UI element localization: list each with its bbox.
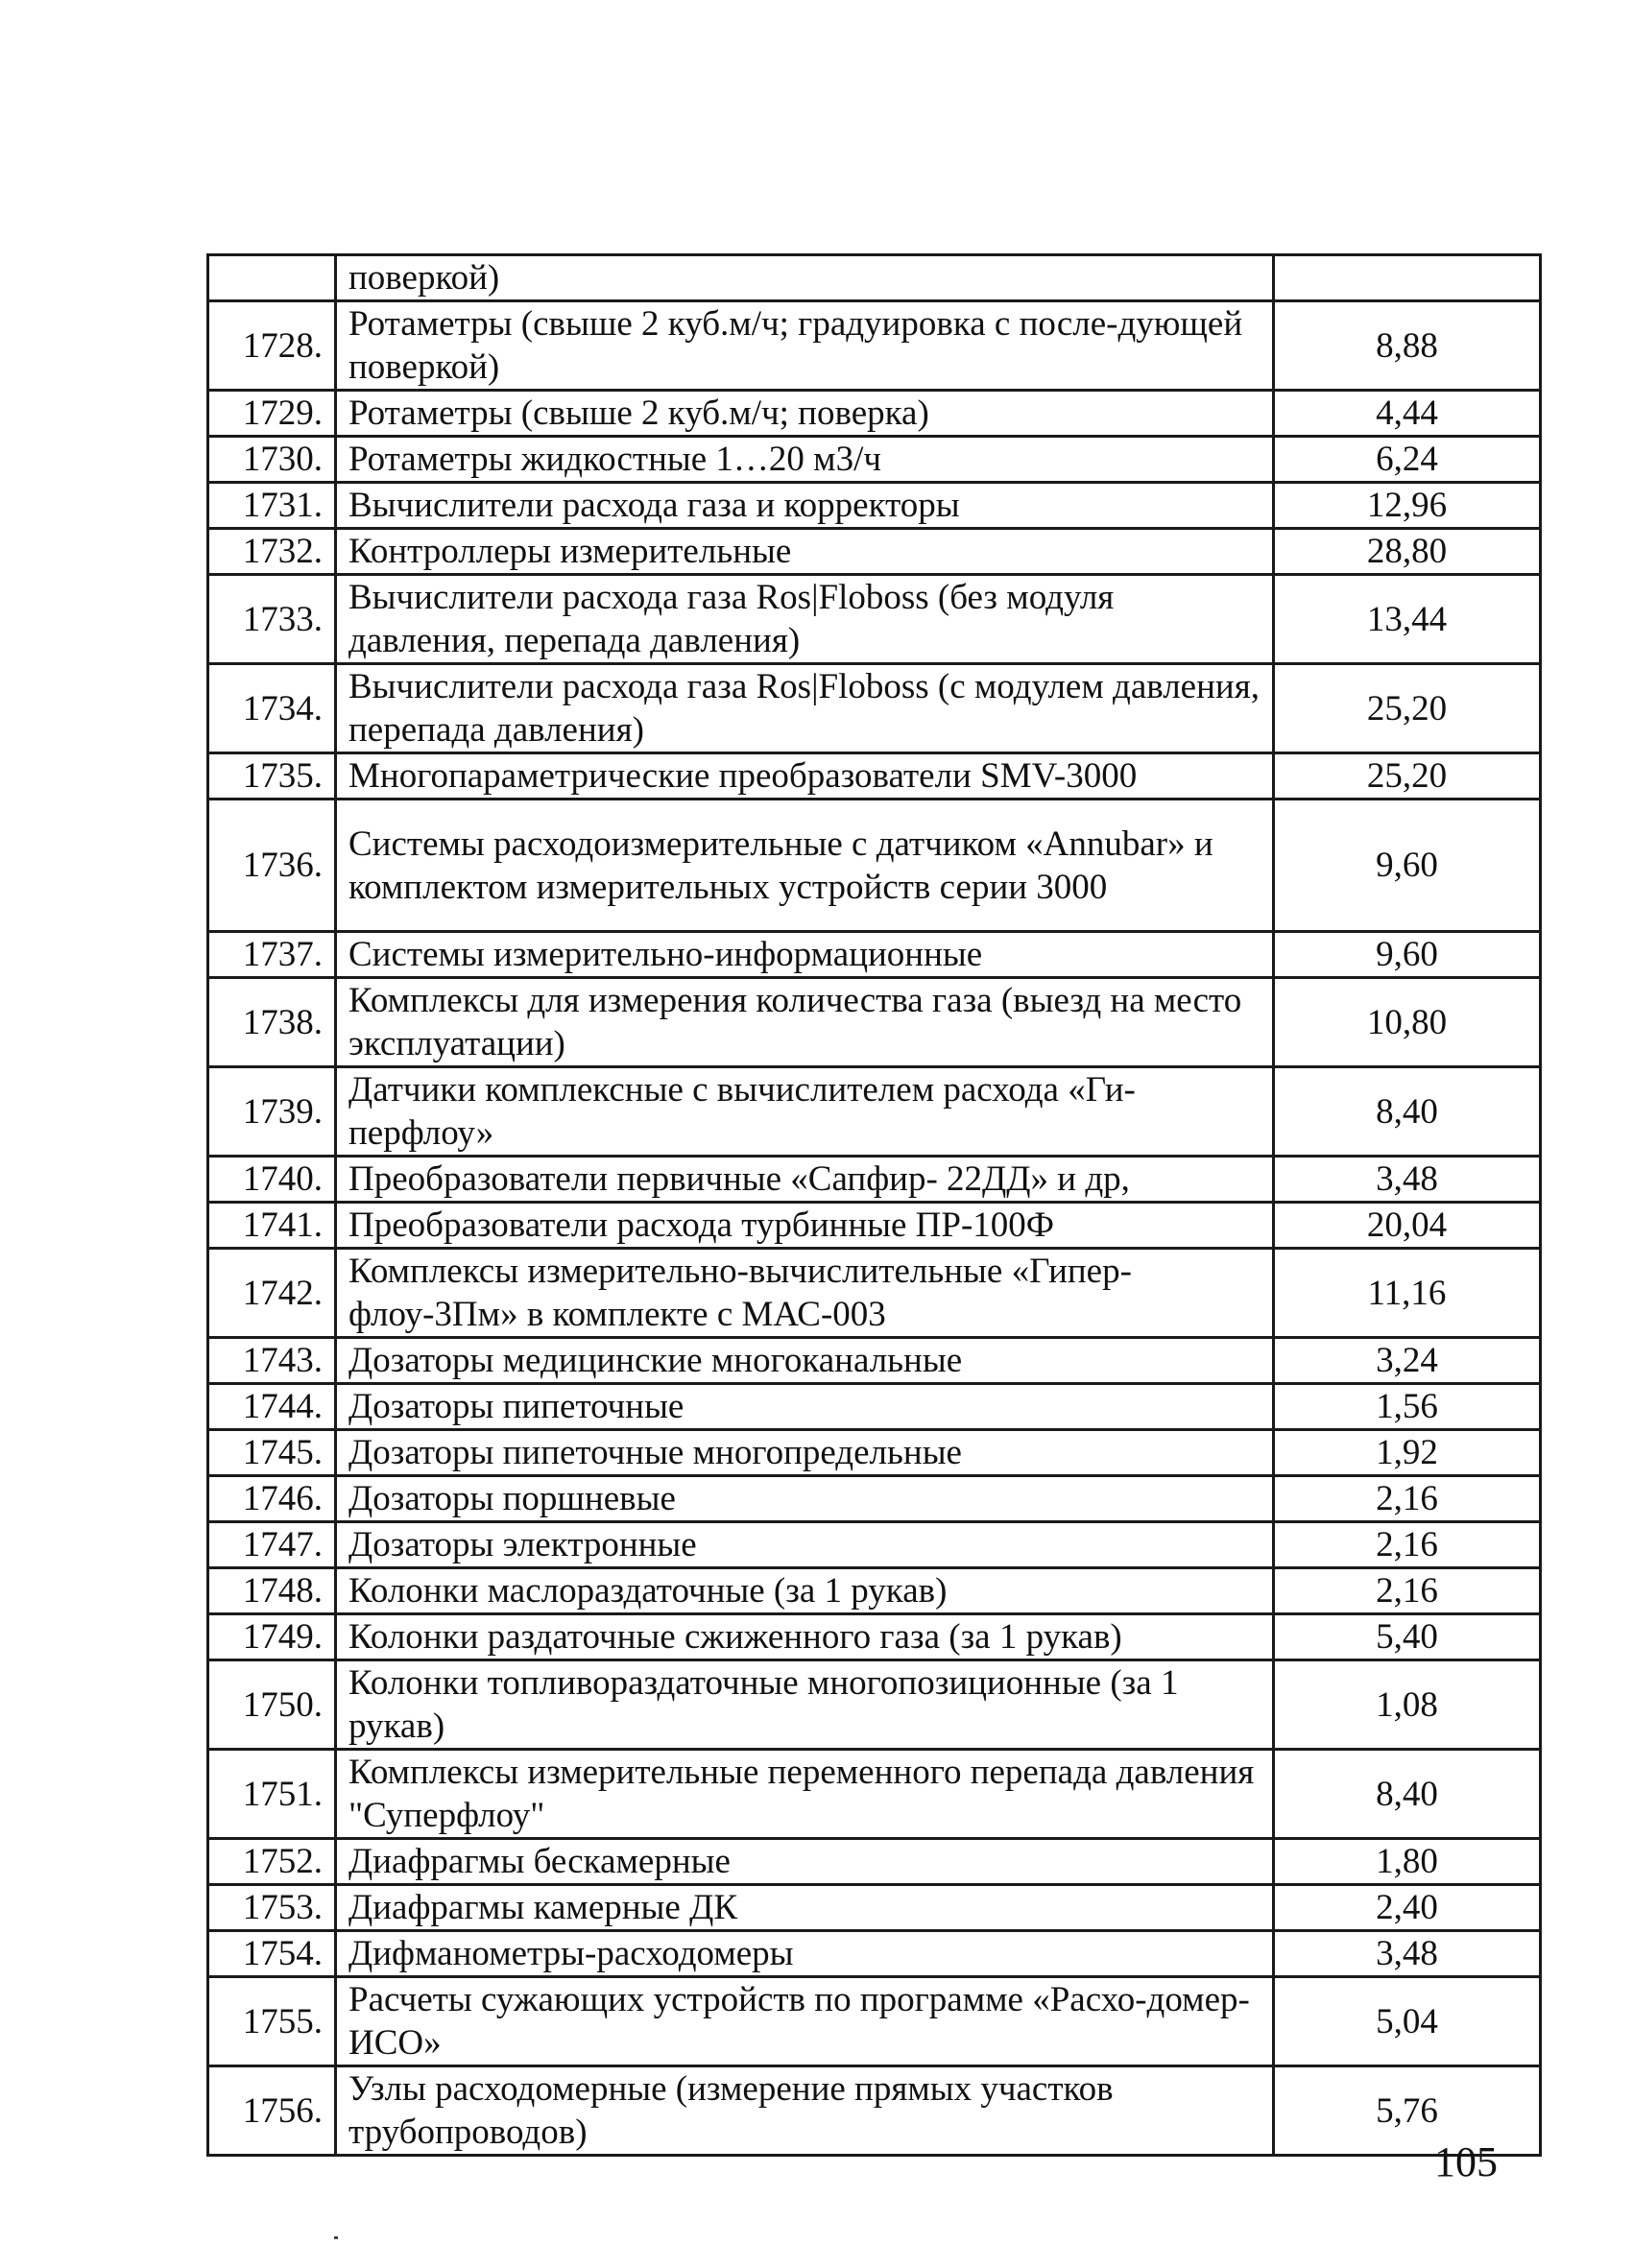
- item-name: Ротаметры (свыше 2 куб.м/ч; поверка): [336, 391, 1274, 437]
- item-value: 25,20: [1274, 753, 1541, 800]
- row-number: [208, 255, 336, 301]
- row-number: 1745.: [208, 1430, 336, 1476]
- table-row: [208, 2066, 1541, 2156]
- item-name: Ротаметры жидкостные 1…20 м3/ч: [336, 437, 1274, 483]
- item-name: Датчики комплексные с вычислителем расхода «Ги-перфлоу»: [336, 1067, 1274, 1157]
- row-number: 1754.: [208, 1931, 336, 1977]
- item-name: поверкой): [336, 255, 1274, 301]
- table-row: [208, 575, 1541, 664]
- item-value: 1,08: [1274, 1660, 1541, 1750]
- item-value: 8,40: [1274, 1750, 1541, 1839]
- item-value: 9,60: [1274, 932, 1541, 978]
- table-row: [208, 800, 1541, 932]
- item-value: 2,16: [1274, 1568, 1541, 1614]
- table-row: [208, 529, 1541, 575]
- row-number: 1736.: [208, 800, 336, 932]
- table-row: [208, 1067, 1541, 1157]
- item-name: Дифманометры-расходомеры: [336, 1931, 1274, 1977]
- item-value: 1,56: [1274, 1384, 1541, 1430]
- row-number: 1741.: [208, 1203, 336, 1249]
- page-number: 105: [1434, 2138, 1498, 2185]
- item-name: Вычислители расхода газа Ros|Floboss (без модуля давления, перепада давления): [336, 575, 1274, 664]
- table-row: [208, 1660, 1541, 1750]
- item-value: 3,48: [1274, 1157, 1541, 1203]
- item-value: 1,80: [1274, 1839, 1541, 1885]
- item-name: Контроллеры измерительные: [336, 529, 1274, 575]
- item-value: 2,16: [1274, 1476, 1541, 1522]
- item-value: 13,44: [1274, 575, 1541, 664]
- item-value: 3,24: [1274, 1338, 1541, 1384]
- row-number: 1751.: [208, 1750, 336, 1839]
- table-row: [208, 483, 1541, 529]
- item-name: Комплексы измерительно-вычислительные «Гипер-флоу-3Пм» в комплекте с МАС-003: [336, 1249, 1274, 1338]
- item-value: 8,40: [1274, 1067, 1541, 1157]
- table-row: [208, 1476, 1541, 1522]
- item-value: [1274, 255, 1541, 301]
- row-number: 1749.: [208, 1614, 336, 1660]
- item-value: 12,96: [1274, 483, 1541, 529]
- table-row: [208, 255, 1541, 301]
- row-number: 1731.: [208, 483, 336, 529]
- item-name: Колонки раздаточные сжиженного газа (за 1 рукав): [336, 1614, 1274, 1660]
- item-name: Ротаметры (свыше 2 куб.м/ч; градуировка с после-дующей поверкой): [336, 301, 1274, 391]
- row-number: 1729.: [208, 391, 336, 437]
- table-row: [208, 437, 1541, 483]
- row-number: 1732.: [208, 529, 336, 575]
- item-name: Колонки маслораздаточные (за 1 рукав): [336, 1568, 1274, 1614]
- item-value: 4,44: [1274, 391, 1541, 437]
- row-number: 1738.: [208, 978, 336, 1067]
- table-row: [208, 753, 1541, 800]
- row-number: 1755.: [208, 1977, 336, 2066]
- table-row: [208, 1931, 1541, 1977]
- item-value: 1,92: [1274, 1430, 1541, 1476]
- item-name: Дозаторы пипеточные многопредельные: [336, 1430, 1274, 1476]
- table-row: [208, 1977, 1541, 2066]
- item-name: Преобразователи расхода турбинные ПР-100Ф: [336, 1203, 1274, 1249]
- item-value: 28,80: [1274, 529, 1541, 575]
- row-number: 1733.: [208, 575, 336, 664]
- item-name: Системы измерительно-информационные: [336, 932, 1274, 978]
- table-row: [208, 1885, 1541, 1931]
- row-number: 1739.: [208, 1067, 336, 1157]
- table-row: [208, 1157, 1541, 1203]
- item-value: 25,20: [1274, 664, 1541, 753]
- row-number: 1750.: [208, 1660, 336, 1750]
- item-value: 5,76: [1274, 2066, 1541, 2156]
- item-name: Вычислители расхода газа и корректоры: [336, 483, 1274, 529]
- item-name: Комплексы измерительные переменного перепада давления "Суперфлоу": [336, 1750, 1274, 1839]
- row-number: 1734.: [208, 664, 336, 753]
- item-name: Многопараметрические преобразователи SMV-3000: [336, 753, 1274, 800]
- table-row: [208, 1249, 1541, 1338]
- item-value: 8,88: [1274, 301, 1541, 391]
- row-number: 1743.: [208, 1338, 336, 1384]
- row-number: 1735.: [208, 753, 336, 800]
- table-row: [208, 1750, 1541, 1839]
- row-number: 1756.: [208, 2066, 336, 2156]
- item-value: 9,60: [1274, 800, 1541, 932]
- item-name: Колонки топливораздаточные многопозиционные (за 1 рукав): [336, 1660, 1274, 1750]
- row-number: 1728.: [208, 301, 336, 391]
- row-number: 1737.: [208, 932, 336, 978]
- item-value: 11,16: [1274, 1249, 1541, 1338]
- table-row: [208, 978, 1541, 1067]
- item-name: Диафрагмы бескамерные: [336, 1839, 1274, 1885]
- row-number: 1744.: [208, 1384, 336, 1430]
- item-value: 2,40: [1274, 1885, 1541, 1931]
- row-number: 1752.: [208, 1839, 336, 1885]
- table-row: [208, 301, 1541, 391]
- price-table-body: [208, 255, 1541, 2156]
- table-row: [208, 391, 1541, 437]
- row-number: 1730.: [208, 437, 336, 483]
- scan-mark: [334, 2236, 338, 2239]
- table-row: [208, 1203, 1541, 1249]
- row-number: 1740.: [208, 1157, 336, 1203]
- item-value: 5,40: [1274, 1614, 1541, 1660]
- item-name: Дозаторы поршневые: [336, 1476, 1274, 1522]
- row-number: 1742.: [208, 1249, 336, 1338]
- item-name: Комплексы для измерения количества газа (выезд на место эксплуатации): [336, 978, 1274, 1067]
- table-row: [208, 1522, 1541, 1568]
- item-name: Расчеты сужающих устройств по программе «Расхо-домер-ИСО»: [336, 1977, 1274, 2066]
- table-row: [208, 1338, 1541, 1384]
- item-value: 5,04: [1274, 1977, 1541, 2066]
- item-name: Системы расходоизмерительные с датчиком «Annubar» и комплектом измерительных устройств серии 3000: [336, 800, 1274, 932]
- item-name: Вычислители расхода газа Ros|Floboss (с модулем давления, перепада давления): [336, 664, 1274, 753]
- row-number: 1748.: [208, 1568, 336, 1614]
- item-value: 6,24: [1274, 437, 1541, 483]
- price-table: [206, 253, 1542, 2157]
- item-value: 10,80: [1274, 978, 1541, 1067]
- row-number: 1746.: [208, 1476, 336, 1522]
- table-row: [208, 664, 1541, 753]
- table-row: [208, 1568, 1541, 1614]
- item-value: 20,04: [1274, 1203, 1541, 1249]
- item-name: Дозаторы электронные: [336, 1522, 1274, 1568]
- table-row: [208, 1384, 1541, 1430]
- item-name: Узлы расходомерные (измерение прямых участков трубопроводов): [336, 2066, 1274, 2156]
- table-row: [208, 1839, 1541, 1885]
- table-row: [208, 1614, 1541, 1660]
- row-number: 1753.: [208, 1885, 336, 1931]
- item-name: Дозаторы медицинские многоканальные: [336, 1338, 1274, 1384]
- item-name: Преобразователи первичные «Сапфир- 22ДД» и др,: [336, 1157, 1274, 1203]
- row-number: 1747.: [208, 1522, 336, 1568]
- item-name: Диафрагмы камерные ДК: [336, 1885, 1274, 1931]
- item-value: 3,48: [1274, 1931, 1541, 1977]
- table-row: [208, 932, 1541, 978]
- item-value: 2,16: [1274, 1522, 1541, 1568]
- item-name: Дозаторы пипеточные: [336, 1384, 1274, 1430]
- table-row: [208, 1430, 1541, 1476]
